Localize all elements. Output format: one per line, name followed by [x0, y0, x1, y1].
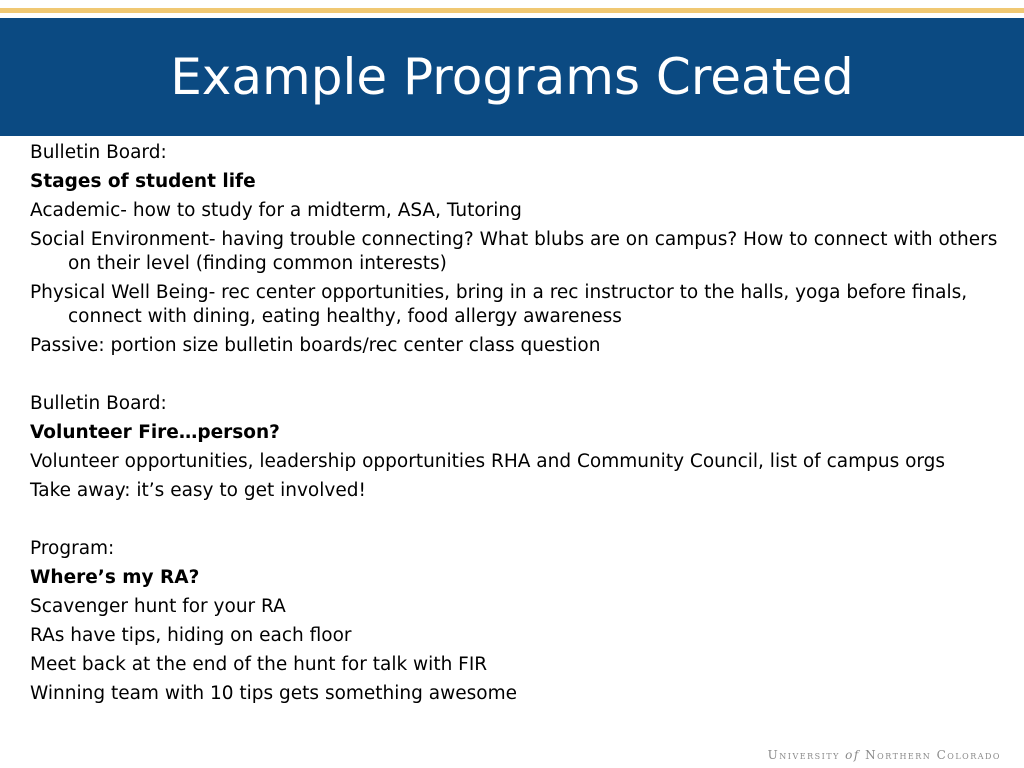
content-line: Passive: portion size bulletin boards/rec center class question: [30, 335, 601, 356]
section-spacer: [30, 508, 1015, 537]
content-line: RAs have tips, hiding on each floor: [30, 625, 352, 646]
section-bold-title: Stages of student life: [30, 171, 256, 192]
wordmark-university: University: [767, 748, 840, 762]
section-bold-title: Volunteer Fire…person?: [30, 422, 280, 443]
content-line: Social Environment- having trouble connecting? What blubs are on campus? How to connect with others on their level (finding common interests): [30, 229, 998, 274]
slide-content: [30, 141, 1015, 711]
section-bold-title: Where’s my RA?: [30, 567, 200, 588]
content-line: Scavenger hunt for your RA: [30, 596, 286, 617]
section-heading: Bulletin Board:: [30, 142, 167, 163]
wordmark-northern-colorado: Northern Colorado: [865, 748, 1001, 762]
section-spacer: [30, 363, 1015, 392]
university-wordmark: [768, 748, 1001, 762]
content-line: Academic- how to study for a midterm, ASA, Tutoring: [30, 200, 522, 221]
section-heading: Program:: [30, 538, 115, 559]
slide-title: Example Programs Created: [170, 48, 854, 106]
content-line: Volunteer opportunities, leadership opportunities RHA and Community Council, list of campus orgs: [30, 451, 946, 472]
content-line: Winning team with 10 tips gets something awesome: [30, 683, 517, 704]
gold-accent-line: [0, 8, 1024, 13]
wordmark-of: of: [845, 748, 860, 762]
content-line: Take away: it’s easy to get involved!: [30, 480, 366, 501]
content-line: Physical Well Being- rec center opportunities, bring in a rec instructor to the halls, yoga before finals, connect with dining, eating healthy, food allergy awareness: [30, 282, 968, 327]
section-heading: Bulletin Board:: [30, 393, 167, 414]
content-line: Meet back at the end of the hunt for talk with FIR: [30, 654, 488, 675]
